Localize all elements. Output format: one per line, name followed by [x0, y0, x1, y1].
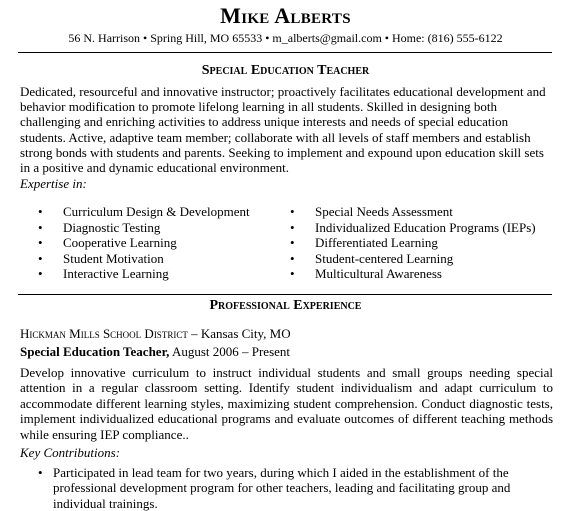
contributions-label: Key Contributions:	[20, 445, 121, 460]
list-item: • Curriculum Design & Development	[38, 204, 250, 219]
bullet-icon: •	[38, 204, 43, 219]
bullet-icon: •	[290, 250, 295, 266]
experience-divider	[18, 294, 552, 295]
list-item: • Multicultural Awareness	[290, 266, 442, 282]
bullet-icon: •	[38, 235, 43, 251]
bullet-icon: •	[290, 219, 295, 235]
list-item: • Special Needs Assessment	[290, 204, 453, 219]
experience-section-title: Professional Experience	[209, 298, 362, 313]
list-item: • Diagnostic Testing	[38, 219, 161, 235]
job-title: Special Education Teacher,	[20, 344, 170, 359]
header-divider	[18, 52, 552, 53]
bullet-icon: •	[38, 250, 43, 266]
list-item: • Student Motivation	[38, 250, 164, 266]
bullet-icon: •	[38, 266, 43, 282]
bullet-icon: •	[290, 204, 295, 219]
job-role-line	[20, 344, 290, 360]
employer-location: – Kansas City, MO	[187, 326, 291, 341]
list-item: • Cooperative Learning	[38, 235, 177, 251]
list-item: • Interactive Learning	[38, 266, 169, 282]
expertise-label: Expertise in:	[20, 176, 87, 191]
expertise-list-left	[38, 204, 250, 282]
contact-line: 56 N. Harrison • Spring Hill, MO 65533 • m_alberts@gmail.com • Home: (816) 555-6122	[68, 31, 503, 45]
job-description: Develop innovative curriculum to instruct individual students and small groups needing special attention in a regular classroom setting. Identify student individualism and adapt curriculum to accommodate different learning styles, maximizing student comprehension. Conduct diagnostic tests, implement individualized educational programs and evaluate outcomes of different teaching methods while ensuring IEP compliance..	[20, 365, 553, 442]
objective-title: Special Education Teacher	[201, 63, 370, 78]
bullet-icon: •	[38, 219, 43, 235]
summary-paragraph: Dedicated, resourceful and innovative instructor; proactively facilitates educational development and behavior modification to promote lifelong learning in all students. Skilled in designing both challenging and enriching activities to address unique interests and needs of special education students. Active, adaptive team member; collaborate with all levels of staff members and establish strong bonds with students and parents. Seeking to implement and expound upon education skill sets in a positive and dynamic educational environment.	[20, 84, 546, 176]
bullet-icon: •	[290, 266, 295, 282]
expertise-list-right	[290, 204, 536, 282]
job-dates: August 2006 – Present	[169, 344, 291, 359]
list-item: • Individualized Education Programs (IEPs)	[290, 219, 536, 235]
candidate-name: Mike Alberts	[220, 3, 351, 28]
bullet-icon: •	[290, 235, 295, 251]
employer-name: Hickman Mills School District	[20, 326, 188, 341]
bullet-icon: •	[38, 465, 43, 480]
contribution-item: • Participated in lead team for two years, during which I aided in the establishment of the professional development program for other teachers, leading and facilitating group and individual trainings.	[38, 465, 511, 511]
list-item: • Differentiated Learning	[290, 235, 438, 251]
employer-line	[20, 326, 291, 342]
list-item: • Student-centered Learning	[290, 250, 454, 266]
